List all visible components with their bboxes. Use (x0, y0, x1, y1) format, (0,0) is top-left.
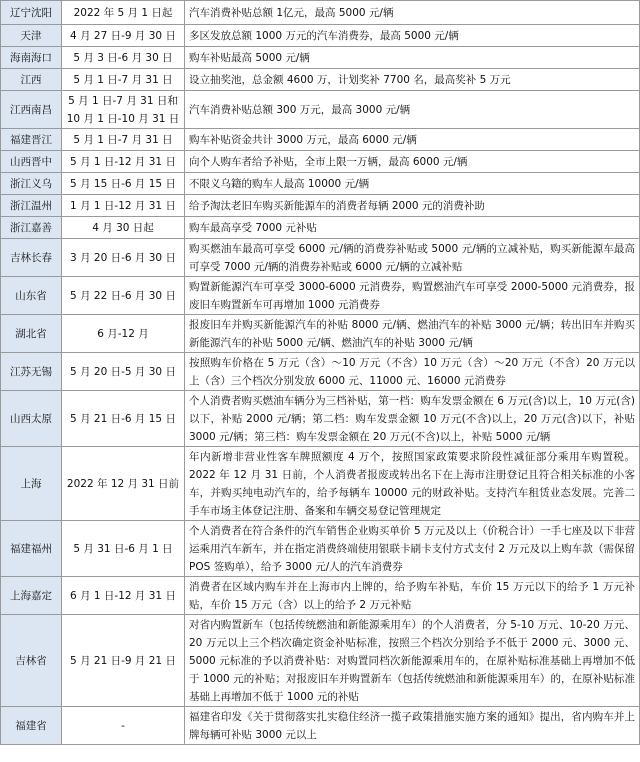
region-cell: 浙江温州 (1, 195, 62, 217)
period-cell: 5 月 21 日-6 月 15 日 (62, 391, 185, 447)
region-cell: 吉林省 (1, 615, 62, 707)
table-row (1, 1, 640, 25)
period-cell: 3 月 20 日-6 月 30 日 (62, 239, 185, 277)
period-cell: 4 月 30 日起 (62, 217, 185, 239)
policy-detail-cell: 向个人购车者给予补贴，全市上限一万辆，最高 6000 元/辆 (185, 151, 640, 173)
period-cell: 4 月 27 日-9 月 30 日 (62, 25, 185, 47)
period-cell: 5 月 3 日-6 月 30 日 (62, 47, 185, 69)
period-cell: 6 月 1 日-12 月 31 日 (62, 577, 185, 615)
policy-detail-cell: 报废旧车并购买新能源汽车的补贴 8000 元/辆、燃油汽车的补贴 3000 元/辆；转出旧车并购买新能源汽车的补贴 5000 元/辆、燃油汽车的补贴 3000 元/辆 (185, 315, 640, 353)
policy-detail-cell: 购车最高享受 7000 元补贴 (185, 217, 640, 239)
region-cell: 天津 (1, 25, 62, 47)
region-cell: 江苏无锡 (1, 353, 62, 391)
policy-detail-cell: 购置新能源汽车可享受 3000-6000 元消费券，购置燃油汽车可享受 2000-5000 元消费券，报废旧车购置新车可再增加 1000 元消费券 (185, 277, 640, 315)
policy-detail-cell: 个人消费者在符合条件的汽车销售企业购买单价 5 万元及以上（价税合计）一手七座及以下非营运乘用汽车新车，并在指定消费終端使用银联卡刷卡支付方式支付 2 万元及以上购车款（需保留 POS 签购单），给予 3000 元/人的汽车消费券 (185, 521, 640, 577)
policy-detail-cell: 福建省印发《关于贯彻落实扎实稳住经济一揽子政策措施实施方案的通知》提出，省内购车并上牌每辆可补贴 3000 元以上 (185, 707, 640, 745)
table-body (1, 1, 640, 745)
period-cell: 5 月 21 日-9 月 21 日 (62, 615, 185, 707)
table-row (1, 239, 640, 277)
region-cell: 福建晋江 (1, 129, 62, 151)
policy-detail-cell: 购车补贴资金共计 3000 万元，最高 6000 元/辆 (185, 129, 640, 151)
period-cell: 1 月 1 日-12 月 31 日 (62, 195, 185, 217)
region-cell: 辽宁沈阳 (1, 1, 62, 25)
table-row (1, 69, 640, 91)
table-row (1, 707, 640, 745)
table-row (1, 195, 640, 217)
region-cell: 山西太原 (1, 391, 62, 447)
period-cell: - (62, 707, 185, 745)
period-cell: 5 月 1 日-7 月 31 日 (62, 69, 185, 91)
region-cell: 山东省 (1, 277, 62, 315)
table-row (1, 151, 640, 173)
period-cell: 5 月 1 日-7 月 31 日 (62, 129, 185, 151)
period-cell: 5 月 1 日-12 月 31 日 (62, 151, 185, 173)
region-cell: 福建省 (1, 707, 62, 745)
period-cell: 5 月 1 日-7 月 31 日和 10 月 1 日-10 月 31 日 (62, 91, 185, 129)
table-row (1, 391, 640, 447)
region-cell: 福建福州 (1, 521, 62, 577)
period-cell: 2022 年 12 月 31 日前 (62, 447, 185, 521)
policy-detail-cell: 不限义乌籍的购车人最高 10000 元/辆 (185, 173, 640, 195)
period-cell: 2022 年 5 月 1 日起 (62, 1, 185, 25)
region-cell: 湖北省 (1, 315, 62, 353)
policy-detail-cell: 个人消费者购买燃油车辆分为三档补贴，第一档：购车发票金额在 6 万元(含)以上，10 万元(含)以下，补贴 2000 元/辆；第二档：购车发票金额 10 万元(不含)以上，20 万元(含)以下，补贴 3000 元/辆；第三档：购车发票金额在 20 万元(不含)以上，补贴 5000 元/辆 (185, 391, 640, 447)
policy-detail-cell: 按照购车价格在 5 万元（含）～10 万元（不含）10 万元（含）～20 万元（不含）20 万元以上（含）三个档次分别发放 6000 元、11000 元、16000 元消费券 (185, 353, 640, 391)
table-row (1, 577, 640, 615)
region-cell: 上海嘉定 (1, 577, 62, 615)
table-row (1, 521, 640, 577)
period-cell: 5 月 20 日-5 月 30 日 (62, 353, 185, 391)
table-row (1, 353, 640, 391)
table-row (1, 315, 640, 353)
policy-detail-cell: 设立抽奖池，总金额 4600 万，计划奖补 7700 名，最高奖补 5 万元 (185, 69, 640, 91)
table-row (1, 91, 640, 129)
table-row (1, 277, 640, 315)
region-cell: 浙江嘉善 (1, 217, 62, 239)
policy-detail-cell: 给予淘汰老旧车购买新能源车的消费者每辆 2000 元的消费补助 (185, 195, 640, 217)
table-row (1, 25, 640, 47)
table-row (1, 217, 640, 239)
period-cell: 5 月 31 日-6 月 1 日 (62, 521, 185, 577)
period-cell: 5 月 22 日-6 月 30 日 (62, 277, 185, 315)
table-row (1, 129, 640, 151)
region-cell: 浙江义乌 (1, 173, 62, 195)
policy-detail-cell: 多区发放总额 1000 万元的汽车消费券，最高 5000 元/辆 (185, 25, 640, 47)
table-row (1, 447, 640, 521)
region-cell: 上海 (1, 447, 62, 521)
region-cell: 山西晋中 (1, 151, 62, 173)
policy-detail-cell: 购买燃油车最高可享受 6000 元/辆的消费券补贴或 5000 元/辆的立减补贴，购买新能源车最高可享受 7000 元/辆的消费券补贴或 6000 元/辆的立减补贴 (185, 239, 640, 277)
region-cell: 江西南昌 (1, 91, 62, 129)
region-cell: 江西 (1, 69, 62, 91)
period-cell: 5 月 15 日-6 月 15 日 (62, 173, 185, 195)
table-row (1, 47, 640, 69)
policy-detail-cell: 对省内购置新车（包括传统燃油和新能源乘用车）的个人消费者，分 5-10 万元、10-20 万元、20 万元以上三个档次确定资金补贴标准，按照三个档次分别给予不低于 2000 元、3000 元、5000 元标准的予以消费补贴：对购置同档次新能源乘用车的，在原补贴标准基础上再增加不低于 1000 元的补贴；对报废旧车并购置新车（包括传统燃油和新能源乘用车）的，在原补贴标准基础上再增加不低于 1000 元的补贴 (185, 615, 640, 707)
region-cell: 吉林长春 (1, 239, 62, 277)
policy-detail-cell: 汽车消费补贴总额 300 万元，最高 3000 元/辆 (185, 91, 640, 129)
policy-detail-cell: 年内新增非营业性客车牌照额度 4 万个，按照国家政策要求阶段性减征部分乘用车购置税。2022 年 12 月 31 日前，个人消费者报废或转出名下在上海市注册登记且符合相关标准的小客车，并购买纯电动汽车的，给予每辆车 10000 元的财政补贴。支持汽车租赁业态发展。完善二手车市场主体登记注册、备案和车辆交易登记管理规定 (185, 447, 640, 521)
policy-detail-cell: 购车补贴最高 5000 元/辆 (185, 47, 640, 69)
table-row (1, 173, 640, 195)
period-cell: 6 月-12 月 (62, 315, 185, 353)
policy-detail-cell: 消费者在区域内购车并在上海市内上牌的，给予购车补贴，车价 15 万元以下的给予 1 万元补贴，车价 15 万元（含）以上的给予 2 万元补贴 (185, 577, 640, 615)
region-cell: 海南海口 (1, 47, 62, 69)
table-row (1, 615, 640, 707)
policy-detail-cell: 汽车消费补贴总额 1亿元，最高 5000 元/辆 (185, 1, 640, 25)
